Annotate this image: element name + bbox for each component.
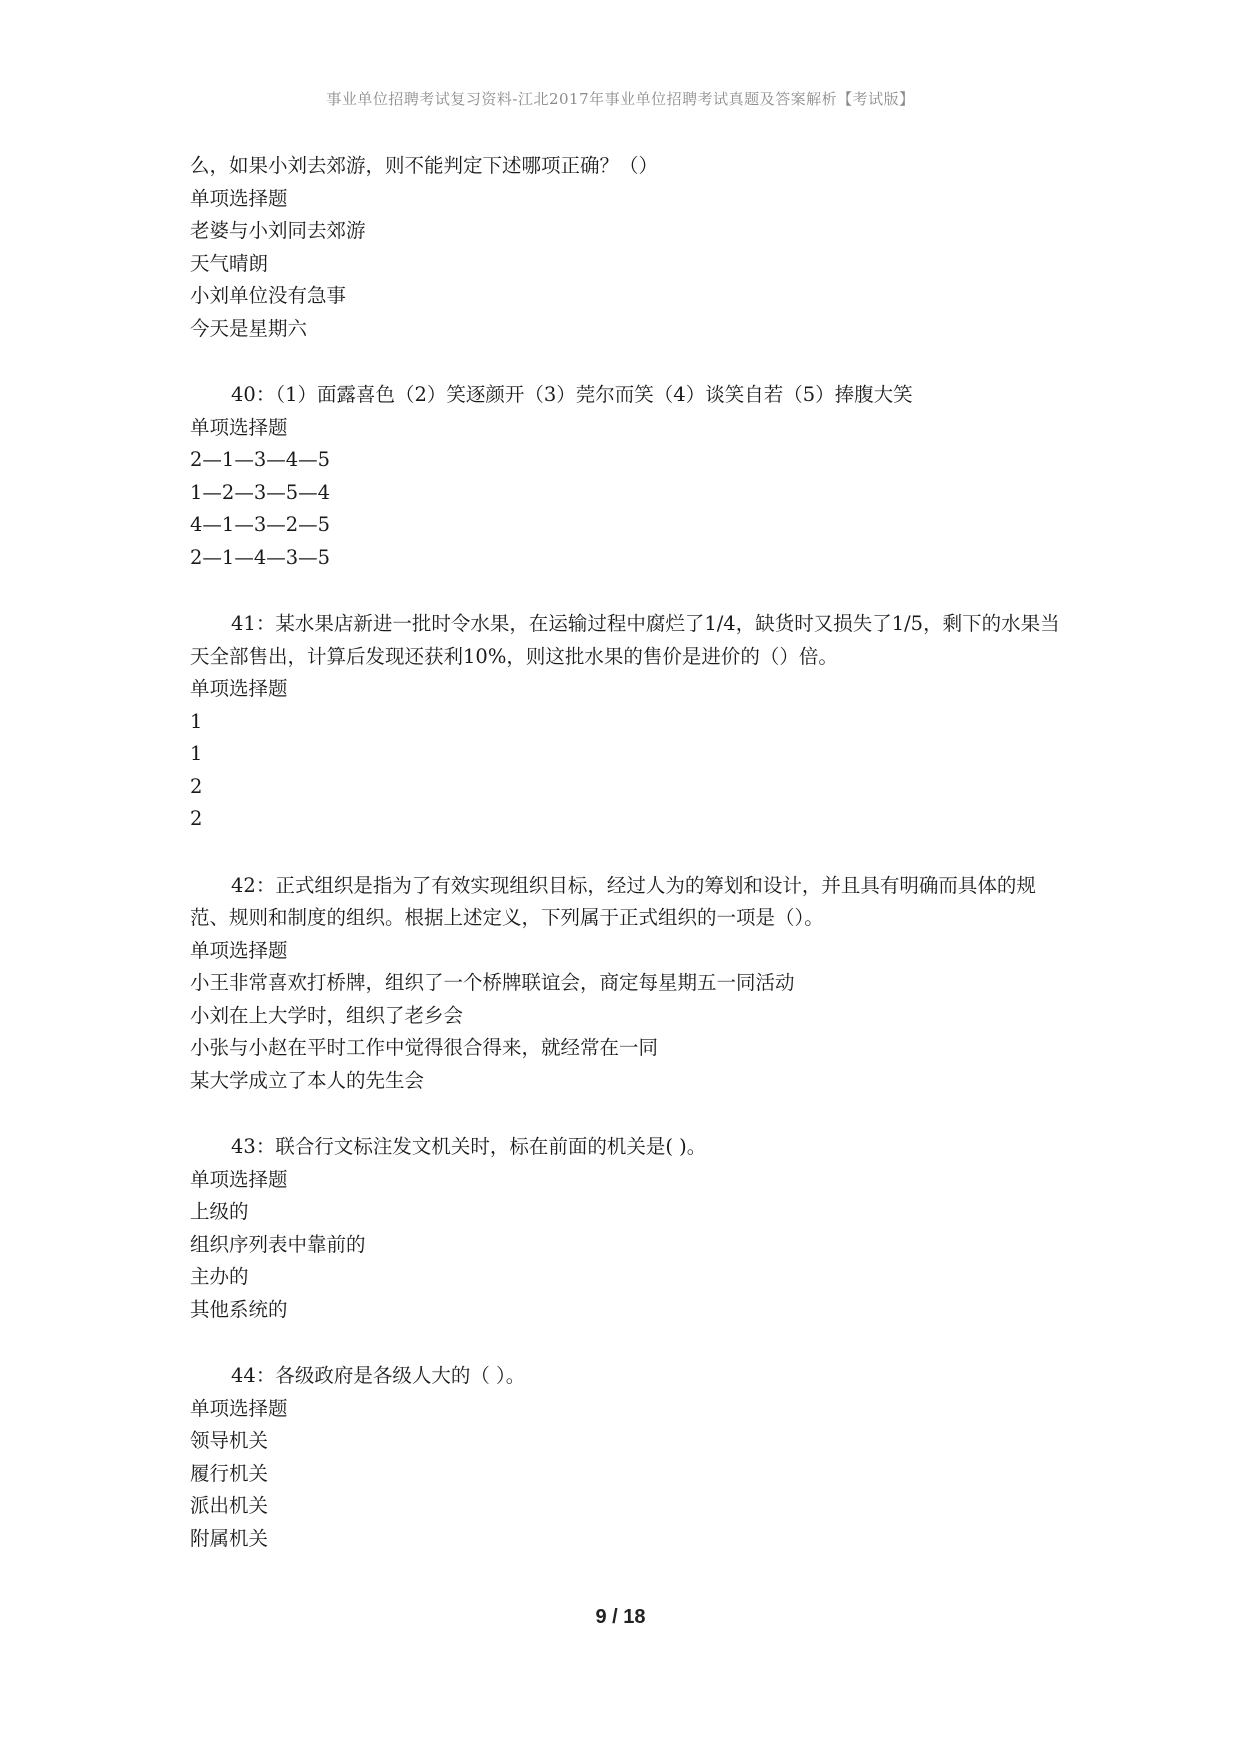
question-type: 单项选择题	[190, 677, 288, 700]
option: 天气晴朗	[190, 251, 269, 275]
option: 组织序列表中靠前的	[190, 1232, 366, 1256]
option: 小张与小赵在平时工作中觉得很合得来，就经常在一同	[190, 1036, 659, 1059]
option: 1—2—3—5—4	[190, 480, 331, 504]
option: 1	[190, 742, 203, 765]
page-content	[190, 150, 1060, 1555]
question-title: 42：正式组织是指为了有效实现组织目标，经过人为的筹划和设计，并且具有明确而具体的规范、规则和制度的组织。根据上述定义，下列属于正式组织的一项是（）。	[190, 873, 1036, 929]
question-44	[190, 1360, 1060, 1555]
question-type: 单项选择题	[190, 938, 288, 962]
option: 附属机关	[190, 1526, 269, 1550]
option: 履行机关	[190, 1461, 269, 1485]
question-type: 单项选择题	[190, 1396, 288, 1420]
option: 2—1—4—3—5	[190, 545, 331, 569]
question-text: 么，如果小刘去郊游，则不能判定下述哪项正确？（）	[190, 154, 659, 177]
option: 今天是星期六	[190, 316, 308, 340]
option: 其他系统的	[190, 1297, 288, 1321]
page-number: 9 / 18	[595, 1606, 646, 1628]
option: 派出机关	[190, 1494, 269, 1517]
option: 主办的	[190, 1265, 249, 1288]
question-type: 单项选择题	[190, 186, 288, 210]
option: 某大学成立了本人的先生会	[190, 1068, 425, 1092]
option: 4—1—3—2—5	[190, 513, 331, 536]
question-title: 40：（1）面露喜色（2）笑逐颜开（3）莞尔而笑（4）谈笑自若（5）捧腹大笑	[231, 383, 913, 406]
question-type: 单项选择题	[190, 415, 288, 439]
question-40	[190, 379, 1060, 574]
option: 2—1—3—4—5	[190, 448, 331, 471]
page-header: 事业单位招聘考试复习资料-江北2017年事业单位招聘考试真题及答案解析【考试版】	[326, 90, 915, 108]
option: 上级的	[190, 1200, 249, 1223]
option: 老婆与小刘同去郊游	[190, 219, 366, 242]
option: 2	[190, 807, 203, 830]
option: 小王非常喜欢打桥牌，组织了一个桥牌联谊会，商定每星期五一同活动	[190, 971, 795, 994]
option: 1	[190, 709, 203, 733]
option: 小刘单位没有急事	[190, 284, 347, 307]
question-title: 43：联合行文标注发文机关时，标在前面的机关是( )。	[231, 1135, 707, 1158]
question-title: 41：某水果店新进一批时令水果，在运输过程中腐烂了1/4，缺货时又损失了1/5，剩下的水果当天全部售出，计算后发现还获利10%，则这批水果的售价是进价的（）倍。	[190, 612, 1060, 668]
option: 小刘在上大学时，组织了老乡会	[190, 1003, 464, 1027]
option: 领导机关	[190, 1429, 269, 1452]
question-type: 单项选择题	[190, 1167, 288, 1191]
question-continued	[190, 150, 1060, 345]
question-42	[190, 870, 1060, 1098]
option: 2	[190, 774, 203, 798]
question-title: 44：各级政府是各级人大的（ ）。	[231, 1364, 526, 1387]
question-41	[190, 608, 1060, 836]
question-43	[190, 1131, 1060, 1326]
